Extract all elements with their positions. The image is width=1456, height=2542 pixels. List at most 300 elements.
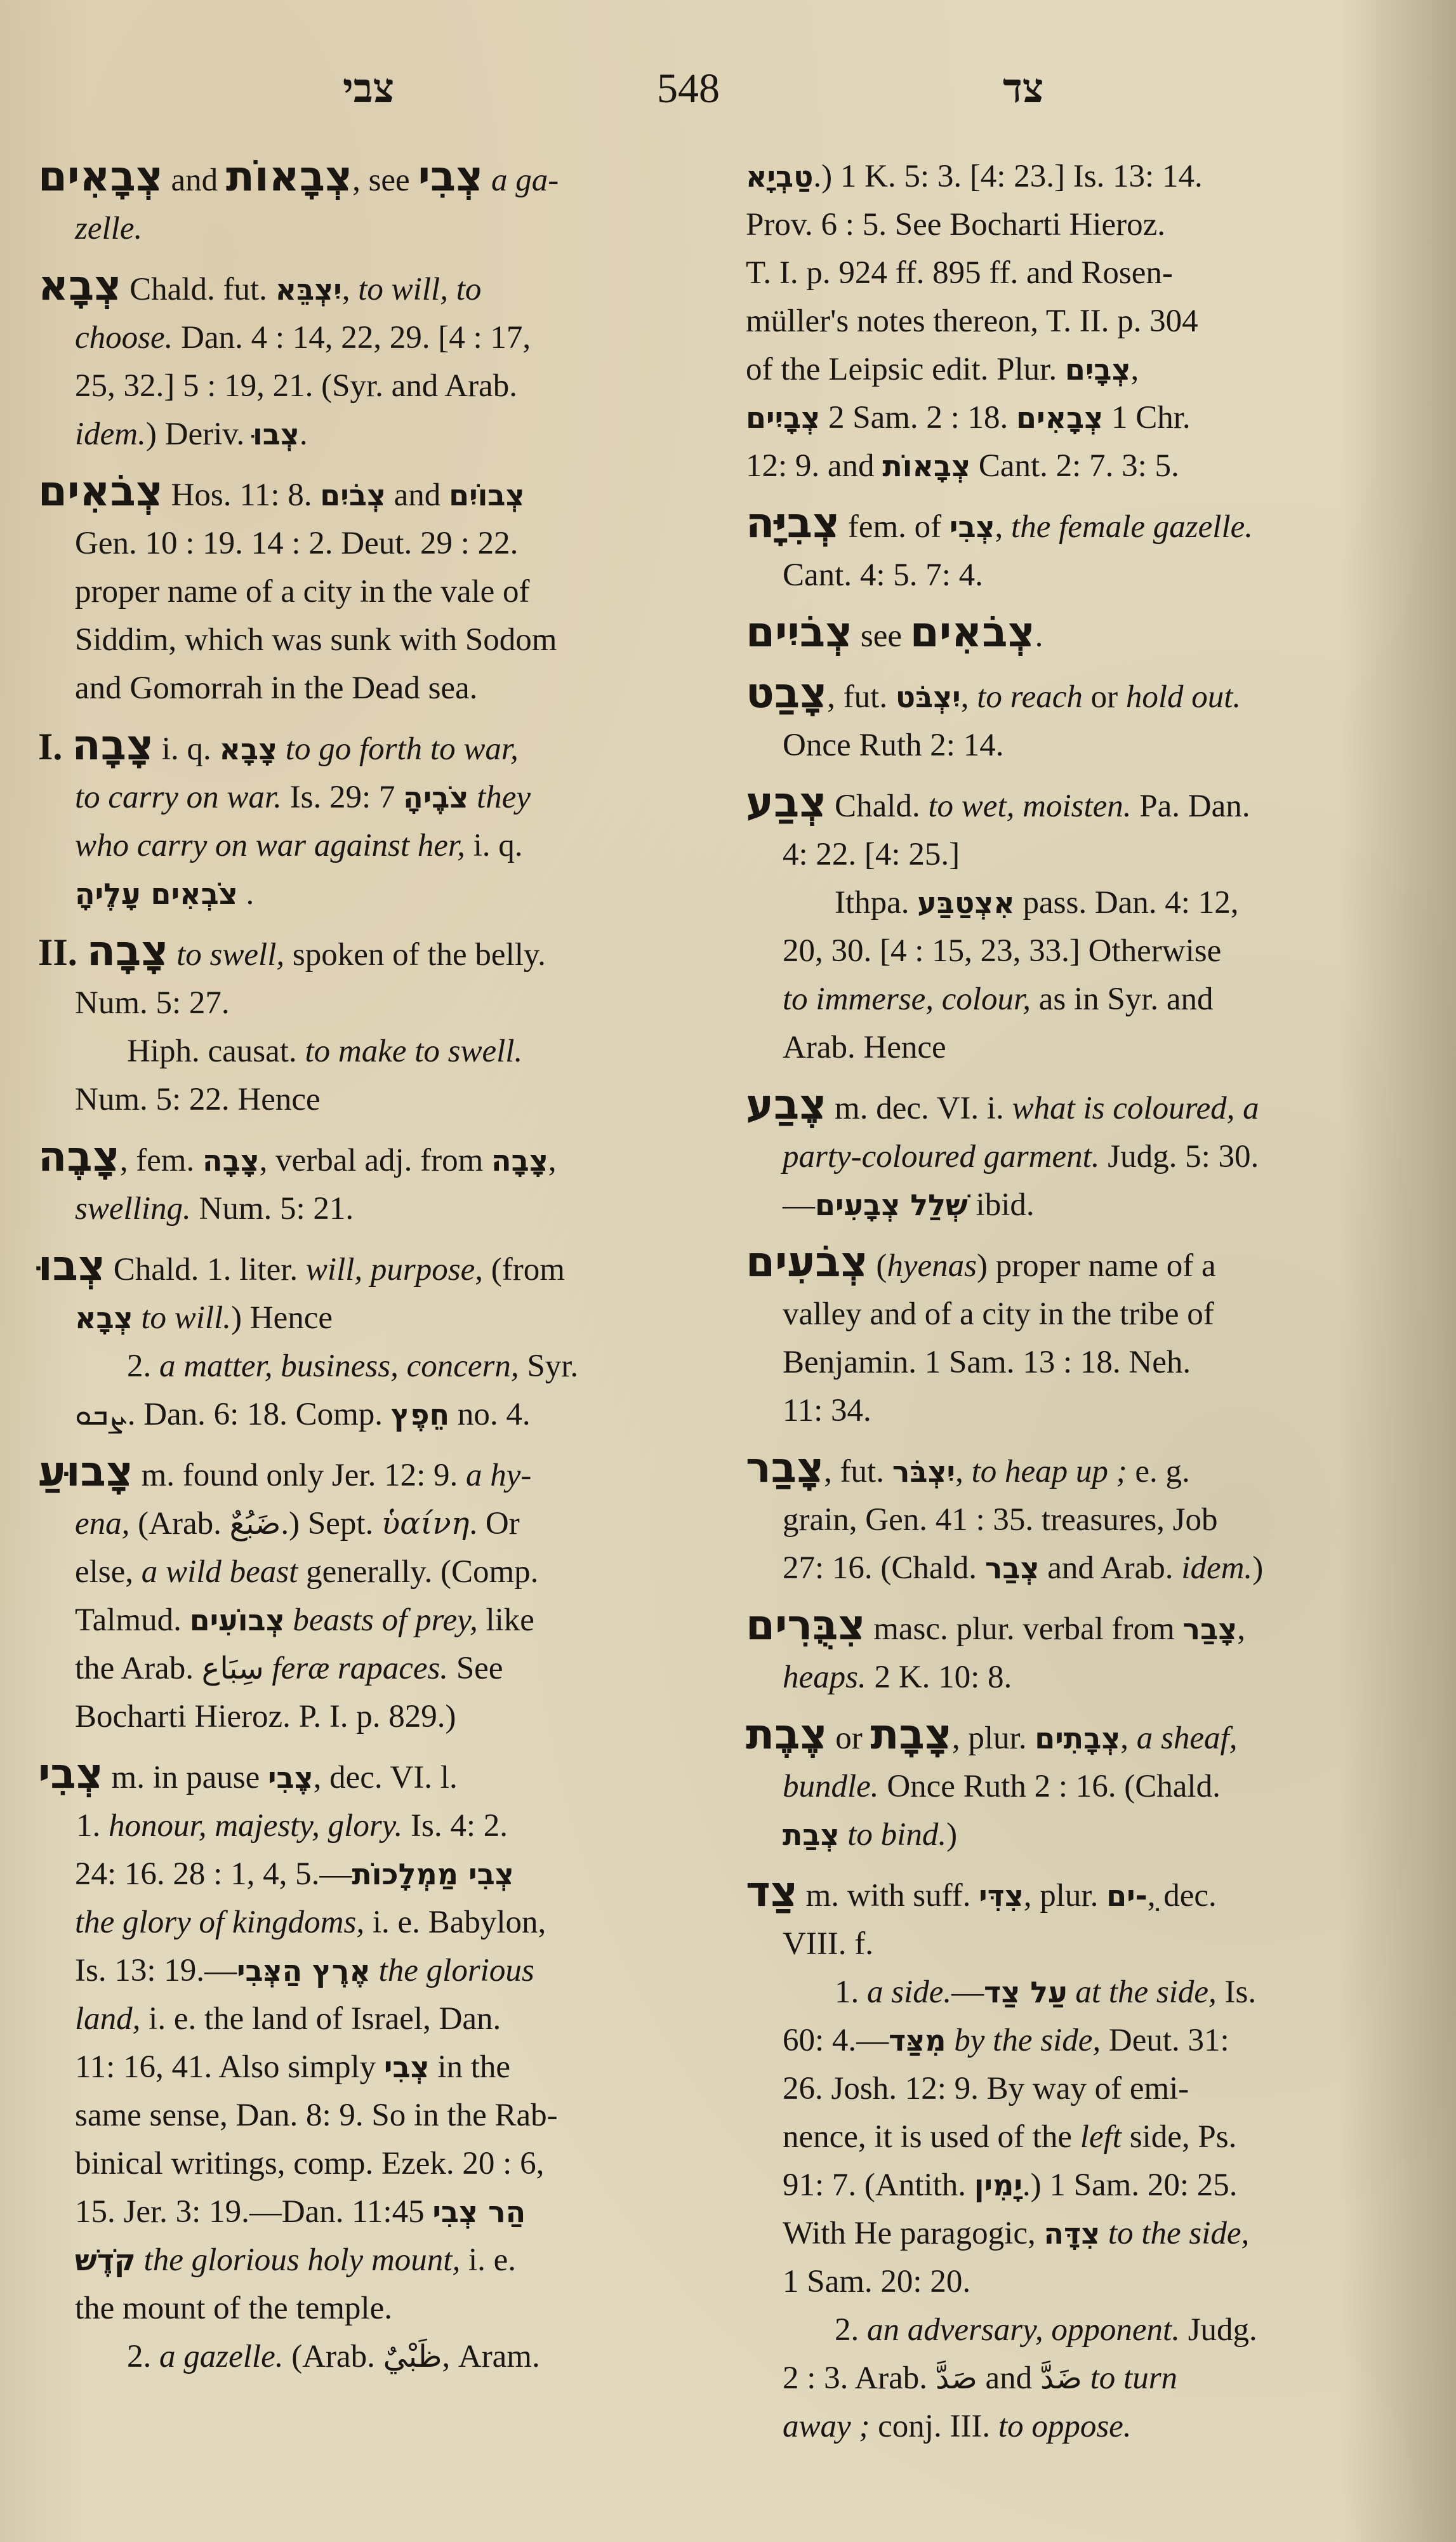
text-run [136, 2242, 144, 2278]
text-run: , [960, 679, 977, 715]
entry-line [746, 1338, 1400, 1387]
greek-word: ὑαίνη [381, 1506, 470, 1541]
headword: צְבַע [746, 778, 827, 827]
guide-word-right: צד [1003, 65, 1044, 112]
text-run: Siddim, which was sunk with Sodom [75, 622, 557, 658]
hebrew-word: צִדִּי [979, 1879, 1024, 1913]
gloss: to the side, [1108, 2216, 1250, 2251]
text-run: or [1082, 679, 1126, 715]
text-run: masc. plur. verbal from [865, 1611, 1183, 1647]
hebrew-word: צִדָּה [1043, 2216, 1101, 2251]
text-run: ) [946, 1817, 958, 1853]
text-run: no. 4. [449, 1397, 531, 1432]
text-run: the mount of the temple. [75, 2291, 392, 2326]
entry-line [38, 1185, 698, 1233]
entry-line [746, 249, 1400, 297]
gloss: left [1080, 2119, 1122, 2155]
gloss: who carry on war against her, [75, 828, 465, 863]
hebrew-word: צָבָא [219, 732, 278, 766]
text-run: Syr. [519, 1348, 579, 1384]
gloss: a ga- [483, 163, 559, 198]
text-run: nence, it is used of the [783, 2119, 1080, 2155]
dictionary-entry [746, 1868, 1400, 2451]
gloss: what is coloured, a [1012, 1091, 1259, 1126]
text-run: Is. 13: 19.— [75, 1953, 237, 1988]
entry-headline [38, 1750, 698, 1802]
entry-line [38, 2236, 698, 2284]
text-run: Prov. 6 : 5. See Bocharti Hieroz. [746, 207, 1165, 243]
entry-line [38, 2139, 698, 2188]
gloss: bundle. [783, 1769, 879, 1804]
hebrew-word: צֹבְאִים עָלֶיהָ [75, 877, 238, 911]
dictionary-entry [38, 721, 698, 918]
headword: צָבַר [746, 1443, 824, 1492]
entry-line [38, 1500, 698, 1548]
arabic-word: ظَبْيٌ [383, 2339, 442, 2374]
text-run: Once Ruth 2: 14. [783, 728, 1004, 763]
headword: צְבָא [38, 261, 122, 310]
headword: צְבֹאִים [38, 467, 163, 516]
headword: צִבֻּרִים [746, 1600, 866, 1649]
gloss: a matter, business, concern, [159, 1348, 519, 1384]
text-run: . [1035, 618, 1043, 654]
text-run: Bocharti Hieroz. P. I. p. 829.) [75, 1699, 456, 1734]
entry-line [746, 1387, 1400, 1435]
text-run: valley and of a city in the tribe of [783, 1296, 1214, 1332]
hebrew-word: שְׁלַל צְבָעִים [815, 1188, 968, 1222]
text-run: and [385, 477, 449, 513]
text-run: 24: 16. 28 : 1, 4, 5.— [75, 1856, 352, 1892]
entry-line [38, 1342, 698, 1390]
text-run [1068, 1974, 1076, 2010]
text-run: generally. (Comp. [298, 1554, 539, 1590]
gloss: a hy- [466, 1458, 532, 1493]
gloss: will, purpose, [305, 1252, 483, 1288]
headword: צְבָאִים [38, 152, 163, 201]
text-run: 91: 7. (Antith. [783, 2167, 974, 2203]
entry-line [746, 1023, 1400, 1072]
entry-headline [746, 1238, 1400, 1290]
text-run [371, 1953, 379, 1988]
hebrew-word: הַר צְבִי [432, 2195, 526, 2229]
entry-line [38, 1802, 698, 1850]
dictionary-entry [38, 152, 698, 253]
hebrew-word: צְבָא [75, 1301, 133, 1335]
entry-line [38, 1596, 698, 1644]
entry-line [38, 1946, 698, 1995]
right-column [746, 152, 1400, 2459]
entry-line [38, 2091, 698, 2139]
hebrew-word: צֶבִי [268, 1760, 314, 1795]
text-run: Gen. 10 : 19. 14 : 2. Deut. 29 : 22. [75, 526, 519, 561]
gloss: swelling. [75, 1191, 191, 1227]
text-run: the Arab. [75, 1651, 202, 1686]
hebrew-word: צְבֹיִם [320, 478, 386, 512]
text-run: , see [352, 163, 418, 198]
text-run [168, 937, 176, 973]
text-run: ) proper name of a [976, 1248, 1216, 1284]
text-run: Judg. 5: 30. [1099, 1139, 1259, 1175]
text-run: binical writings, comp. Ezek. 20 : 6, [75, 2146, 545, 2181]
hebrew-word: צָבַר [1182, 1612, 1238, 1646]
text-run: 2 K. 10: 8. [866, 1660, 1012, 1695]
text-run: (Arab. [283, 2339, 383, 2374]
gloss: the glorious [378, 1953, 534, 1988]
entry-headline [746, 1444, 1400, 1496]
entry-headline [746, 152, 1400, 201]
text-run: 2 Sam. 2 : 18. [820, 400, 1017, 436]
entry-line [38, 1294, 698, 1342]
text-run: 2. [835, 2312, 867, 2348]
arabic-word: صَدَّ [935, 2360, 977, 2396]
hebrew-word: צְבוֹיִם [449, 478, 525, 512]
text-run: (from [483, 1252, 565, 1288]
text-run: 2 : 3. Arab. [783, 2360, 936, 2396]
dictionary-entry [746, 1238, 1400, 1435]
gloss: idem. [1181, 1550, 1253, 1586]
text-run: as in Syr. and [1030, 982, 1214, 1017]
gloss: a sheaf, [1136, 1720, 1238, 1756]
left-column [38, 152, 698, 2390]
text-run: , fut. [827, 679, 896, 715]
entry-line [38, 1850, 698, 1898]
dictionary-entry [746, 778, 1400, 1072]
dictionary-entry [746, 499, 1400, 599]
dictionary-entry [746, 1081, 1400, 1229]
syriac-word: ܨܒܘ [75, 1397, 128, 1432]
text-run: . Or [469, 1506, 520, 1541]
text-run: Dan. 4 : 14, 22, 29. [4 : 17, [173, 320, 531, 356]
entry-line [38, 616, 698, 664]
text-run: i. e. [460, 2242, 517, 2278]
dictionary-entry [38, 262, 698, 458]
text-run: 1 Chr. [1103, 400, 1191, 436]
text-run: Talmud. [75, 1602, 190, 1638]
entry-line [746, 1653, 1400, 1701]
text-run: 4: 22. [4: 25.] [783, 837, 960, 872]
entry-line [38, 519, 698, 568]
text-run: Chald. 1. liter. [105, 1252, 306, 1288]
text-run: , dec. VI. l. [313, 1760, 458, 1795]
hebrew-word: צְבָתִים [1035, 1721, 1121, 1755]
text-run: .) Sept. [281, 1506, 382, 1541]
entry-line [746, 1181, 1400, 1229]
headword: צָבוּעַ [38, 1447, 133, 1496]
dictionary-entry [746, 1710, 1400, 1859]
hebrew-word: צְבַר [984, 1551, 1040, 1585]
text-run: With He paragogic, [783, 2216, 1044, 2251]
entry-headline [38, 721, 698, 773]
text-run: Ithpa. [835, 885, 918, 921]
entry-line [746, 2209, 1400, 2258]
entry-line [746, 1496, 1400, 1544]
entry-line [38, 822, 698, 870]
entry-headline [746, 608, 1400, 660]
text-run: m. with suff. [797, 1878, 979, 1913]
hebrew-word: ִ-ים [1106, 1879, 1148, 1913]
hebrew-word: עַל צַד [984, 1975, 1068, 2009]
entry-line [746, 2354, 1400, 2402]
entry-line [38, 314, 698, 362]
text-run: , [1120, 1720, 1137, 1756]
text-run: ) Hence [231, 1300, 333, 1336]
entry-line [746, 2258, 1400, 2306]
text-run: i. e. Babylon, [364, 1905, 546, 1940]
text-run: , fut. [824, 1454, 892, 1489]
page-number: 548 [657, 65, 720, 112]
arabic-word: ضَبُعٌ [229, 1506, 281, 1541]
text-run: ( [868, 1248, 887, 1284]
entry-headline [38, 262, 698, 314]
dictionary-entry [38, 1242, 698, 1439]
text-run: See [448, 1651, 503, 1686]
text-run [1082, 2360, 1090, 2396]
entry-line [746, 2065, 1400, 2113]
text-run: m. found only Jer. 12: 9. [133, 1458, 467, 1493]
page-header [0, 60, 1456, 117]
headword: צְבָאוֹת [225, 152, 353, 201]
entry-headline [38, 1133, 698, 1185]
text-run: Num. 5: 21. [190, 1191, 354, 1227]
entry-line [746, 345, 1400, 394]
gloss: by the side, [954, 2023, 1101, 2058]
hebrew-word: חֵפֶץ [390, 1397, 450, 1432]
headword: צְבִי [418, 152, 484, 201]
text-run: e. g. [1127, 1454, 1190, 1489]
gloss: hyenas [887, 1248, 977, 1284]
gloss: to will, to [358, 272, 482, 307]
entry-line [38, 2332, 698, 2381]
text-run: or [827, 1720, 871, 1756]
gloss: a wild beast [141, 1554, 298, 1590]
text-run: (Arab. [129, 1506, 230, 1541]
entry-line [746, 2161, 1400, 2209]
entry-line [38, 1644, 698, 1693]
entry-headline [746, 1710, 1400, 1762]
text-run: , dec. [1147, 1878, 1217, 1913]
dictionary-entry [746, 669, 1400, 769]
gloss: heaps. [783, 1660, 866, 1695]
entry-headline [38, 152, 698, 204]
text-run: 12: 9. and [746, 448, 883, 484]
dictionary-entry [38, 1133, 698, 1233]
text-run: , plur. [1023, 1878, 1107, 1913]
hebrew-word: צְבִי [383, 2050, 430, 2084]
text-run: — [783, 1187, 815, 1223]
text-run: , Aram. [442, 2339, 540, 2374]
text-run: Cant. 4: 5. 7: 4. [783, 557, 983, 593]
gloss: to will. [141, 1300, 232, 1336]
homonym-number: I. [38, 726, 72, 768]
entry-line [38, 568, 698, 616]
entry-line [746, 879, 1400, 927]
entry-line [746, 830, 1400, 879]
text-run: , plur. [951, 1720, 1035, 1756]
gloss: beasts of prey, [293, 1602, 478, 1638]
text-run: and Arab. [1039, 1550, 1182, 1586]
hebrew-word: טַבְיָא [746, 159, 814, 194]
entry-line [38, 1995, 698, 2043]
text-run [264, 1651, 272, 1686]
gloss: hold out. [1125, 679, 1241, 715]
entry-line [746, 1920, 1400, 1968]
text-run: , [1237, 1611, 1245, 1647]
text-run [840, 1817, 848, 1853]
hebrew-word: צְבוֹעִים [189, 1603, 285, 1637]
text-run: 2. [127, 2339, 159, 2374]
entry-line [746, 721, 1400, 769]
hebrew-word: צְבָיִים [746, 401, 821, 435]
text-run: Judg. [1179, 2312, 1257, 2348]
text-run: Is. [1216, 1974, 1257, 2010]
hebrew-word: צְבַת [783, 1818, 840, 1852]
text-run: , [1130, 352, 1139, 387]
hebrew-word: צָבָה [491, 1143, 548, 1178]
entry-line [38, 979, 698, 1027]
text-run: Chald. [826, 789, 929, 824]
guide-word-left: צבי [343, 65, 395, 112]
gloss: choose. [75, 320, 173, 356]
gloss: the female gazelle. [1011, 509, 1254, 545]
hebrew-word: צְבָאוֹת [882, 449, 971, 483]
headword: צָבַט [746, 669, 828, 717]
gloss: away ; [783, 2409, 870, 2444]
text-run: 1. [76, 1808, 109, 1844]
gloss: they [468, 780, 531, 815]
gloss: a side. [867, 1974, 952, 2010]
entry-headline [38, 927, 698, 979]
entry-line [38, 204, 698, 253]
text-run: ) Deriv. [145, 416, 253, 452]
text-run: Is. 29: 7 [281, 780, 404, 815]
text-run: . Dan. 6: 18. Comp. [127, 1397, 391, 1432]
entry-line [746, 2113, 1400, 2161]
text-run: fem. of [840, 509, 950, 545]
gloss: land, [75, 2001, 141, 2037]
text-run: 60: 4.— [783, 2023, 889, 2058]
headword: צֶבַע [746, 1080, 827, 1129]
hebrew-word: קֹדֶשׁ [75, 2243, 136, 2277]
text-run: m. in pause [103, 1760, 268, 1795]
text-run: conj. III. [870, 2409, 998, 2444]
text-run: else, [75, 1554, 142, 1590]
hebrew-word: צְבִי [949, 510, 995, 544]
gloss: to bind. [847, 1817, 947, 1853]
gloss: a gazelle. [159, 2339, 284, 2374]
entry-line [38, 1027, 698, 1075]
gloss: to swell, [176, 937, 285, 973]
homonym-number: II. [38, 931, 87, 973]
text-run: like [477, 1602, 534, 1638]
text-run [1100, 2216, 1108, 2251]
dictionary-entry [746, 1601, 1400, 1701]
dictionary-entry [38, 1447, 698, 1741]
text-run: see [852, 618, 910, 654]
entry-line [38, 1075, 698, 1124]
arabic-word: ضَدَّ [1040, 2360, 1082, 2396]
text-run: 27: 16. (Chald. [783, 1550, 985, 1586]
gloss: to turn [1090, 2360, 1178, 2396]
entry-headline [38, 1242, 698, 1294]
gloss: to go forth to war, [277, 731, 519, 767]
text-run: of the Leipsic edit. Plur. [746, 352, 1065, 387]
hebrew-word: אִצְטַבַּע [917, 886, 1015, 920]
text-run: i. q. [465, 828, 523, 863]
text-run: Arab. Hence [783, 1030, 946, 1065]
dictionary-entry [38, 1750, 698, 2381]
gloss: the glorious holy mount, [143, 2242, 461, 2278]
gloss: to wet, moisten. [928, 789, 1132, 824]
gloss: feræ rapaces. [272, 1651, 449, 1686]
entry-headline [746, 778, 1400, 830]
hebrew-word: צְבִי מַמְלָכוֹת [352, 1857, 514, 1891]
text-run: , fem. [119, 1143, 202, 1178]
gloss: the glory of kingdoms, [75, 1905, 365, 1940]
entry-line [38, 2043, 698, 2091]
hebrew-word: צָבָה [202, 1143, 260, 1178]
dictionary-entry [38, 927, 698, 1124]
text-run: 1. [835, 1974, 867, 2010]
gloss: idem. [75, 416, 146, 452]
headword: צָבֶה [38, 1132, 120, 1181]
text-run: Pa. Dan. [1131, 789, 1250, 824]
text-run [133, 1300, 142, 1336]
text-run: grain, Gen. 41 : 35. treasures, Job [783, 1502, 1218, 1538]
gloss: honour, majesty, glory. [109, 1808, 403, 1844]
entry-line [38, 1390, 698, 1439]
entry-line [746, 394, 1400, 442]
gloss: to carry on war. [75, 780, 282, 815]
gloss: to reach [977, 679, 1083, 715]
text-run: 11: 16, 41. Also simply [75, 2049, 384, 2085]
hebrew-word: צְבוּ [252, 417, 300, 451]
headword: צֶבֶת [746, 1710, 828, 1759]
dictionary-entry [746, 152, 1400, 490]
text-run: .) 1 K. 5: 3. [4: 23.] Is. 13: 14. [813, 159, 1203, 194]
text-run: 26. Josh. 12: 9. By way of emi- [783, 2071, 1189, 2106]
headword: צְבִי [38, 1749, 103, 1798]
text-run: 1 Sam. 20: 20. [783, 2264, 971, 2299]
text-run: Benjamin. 1 Sam. 13 : 18. Neh. [783, 1345, 1191, 1380]
entry-line [38, 1898, 698, 1946]
text-run: 25, 32.] 5 : 19, 21. (Syr. and Arab. [75, 368, 517, 404]
text-run: 15. Jer. 3: 19.—Dan. 11:45 [75, 2194, 433, 2230]
text-run: Deut. 31: [1101, 2023, 1229, 2058]
text-run: . [299, 416, 308, 452]
text-run: ) [1252, 1550, 1264, 1586]
entry-headline [746, 669, 1400, 721]
hebrew-word: צְבָאִים [1016, 401, 1104, 435]
entry-line [38, 1548, 698, 1596]
text-run: 2. [127, 1348, 159, 1384]
hebrew-word: צְבָיִם [1064, 352, 1131, 387]
text-run: i. e. the land of Israel, Dan. [140, 2001, 501, 2037]
headword: צָבָה [72, 721, 154, 769]
text-run: 20, 30. [4 : 15, 23, 33.] Otherwise [783, 933, 1222, 969]
text-run [946, 2023, 955, 2058]
headword: צְבֹעִים [746, 1237, 868, 1286]
entry-line [746, 975, 1400, 1023]
entry-line [746, 442, 1400, 490]
gloss: to make to swell. [305, 1034, 523, 1069]
text-run: 11: 34. [783, 1393, 871, 1428]
gloss: at the side, [1075, 1974, 1217, 2010]
entry-line [38, 2284, 698, 2332]
entry-line [38, 1693, 698, 1741]
dictionary-entry [38, 467, 698, 712]
arabic-word: سِبَاع [201, 1651, 264, 1686]
text-run: Num. 5: 22. Hence [75, 1082, 321, 1117]
